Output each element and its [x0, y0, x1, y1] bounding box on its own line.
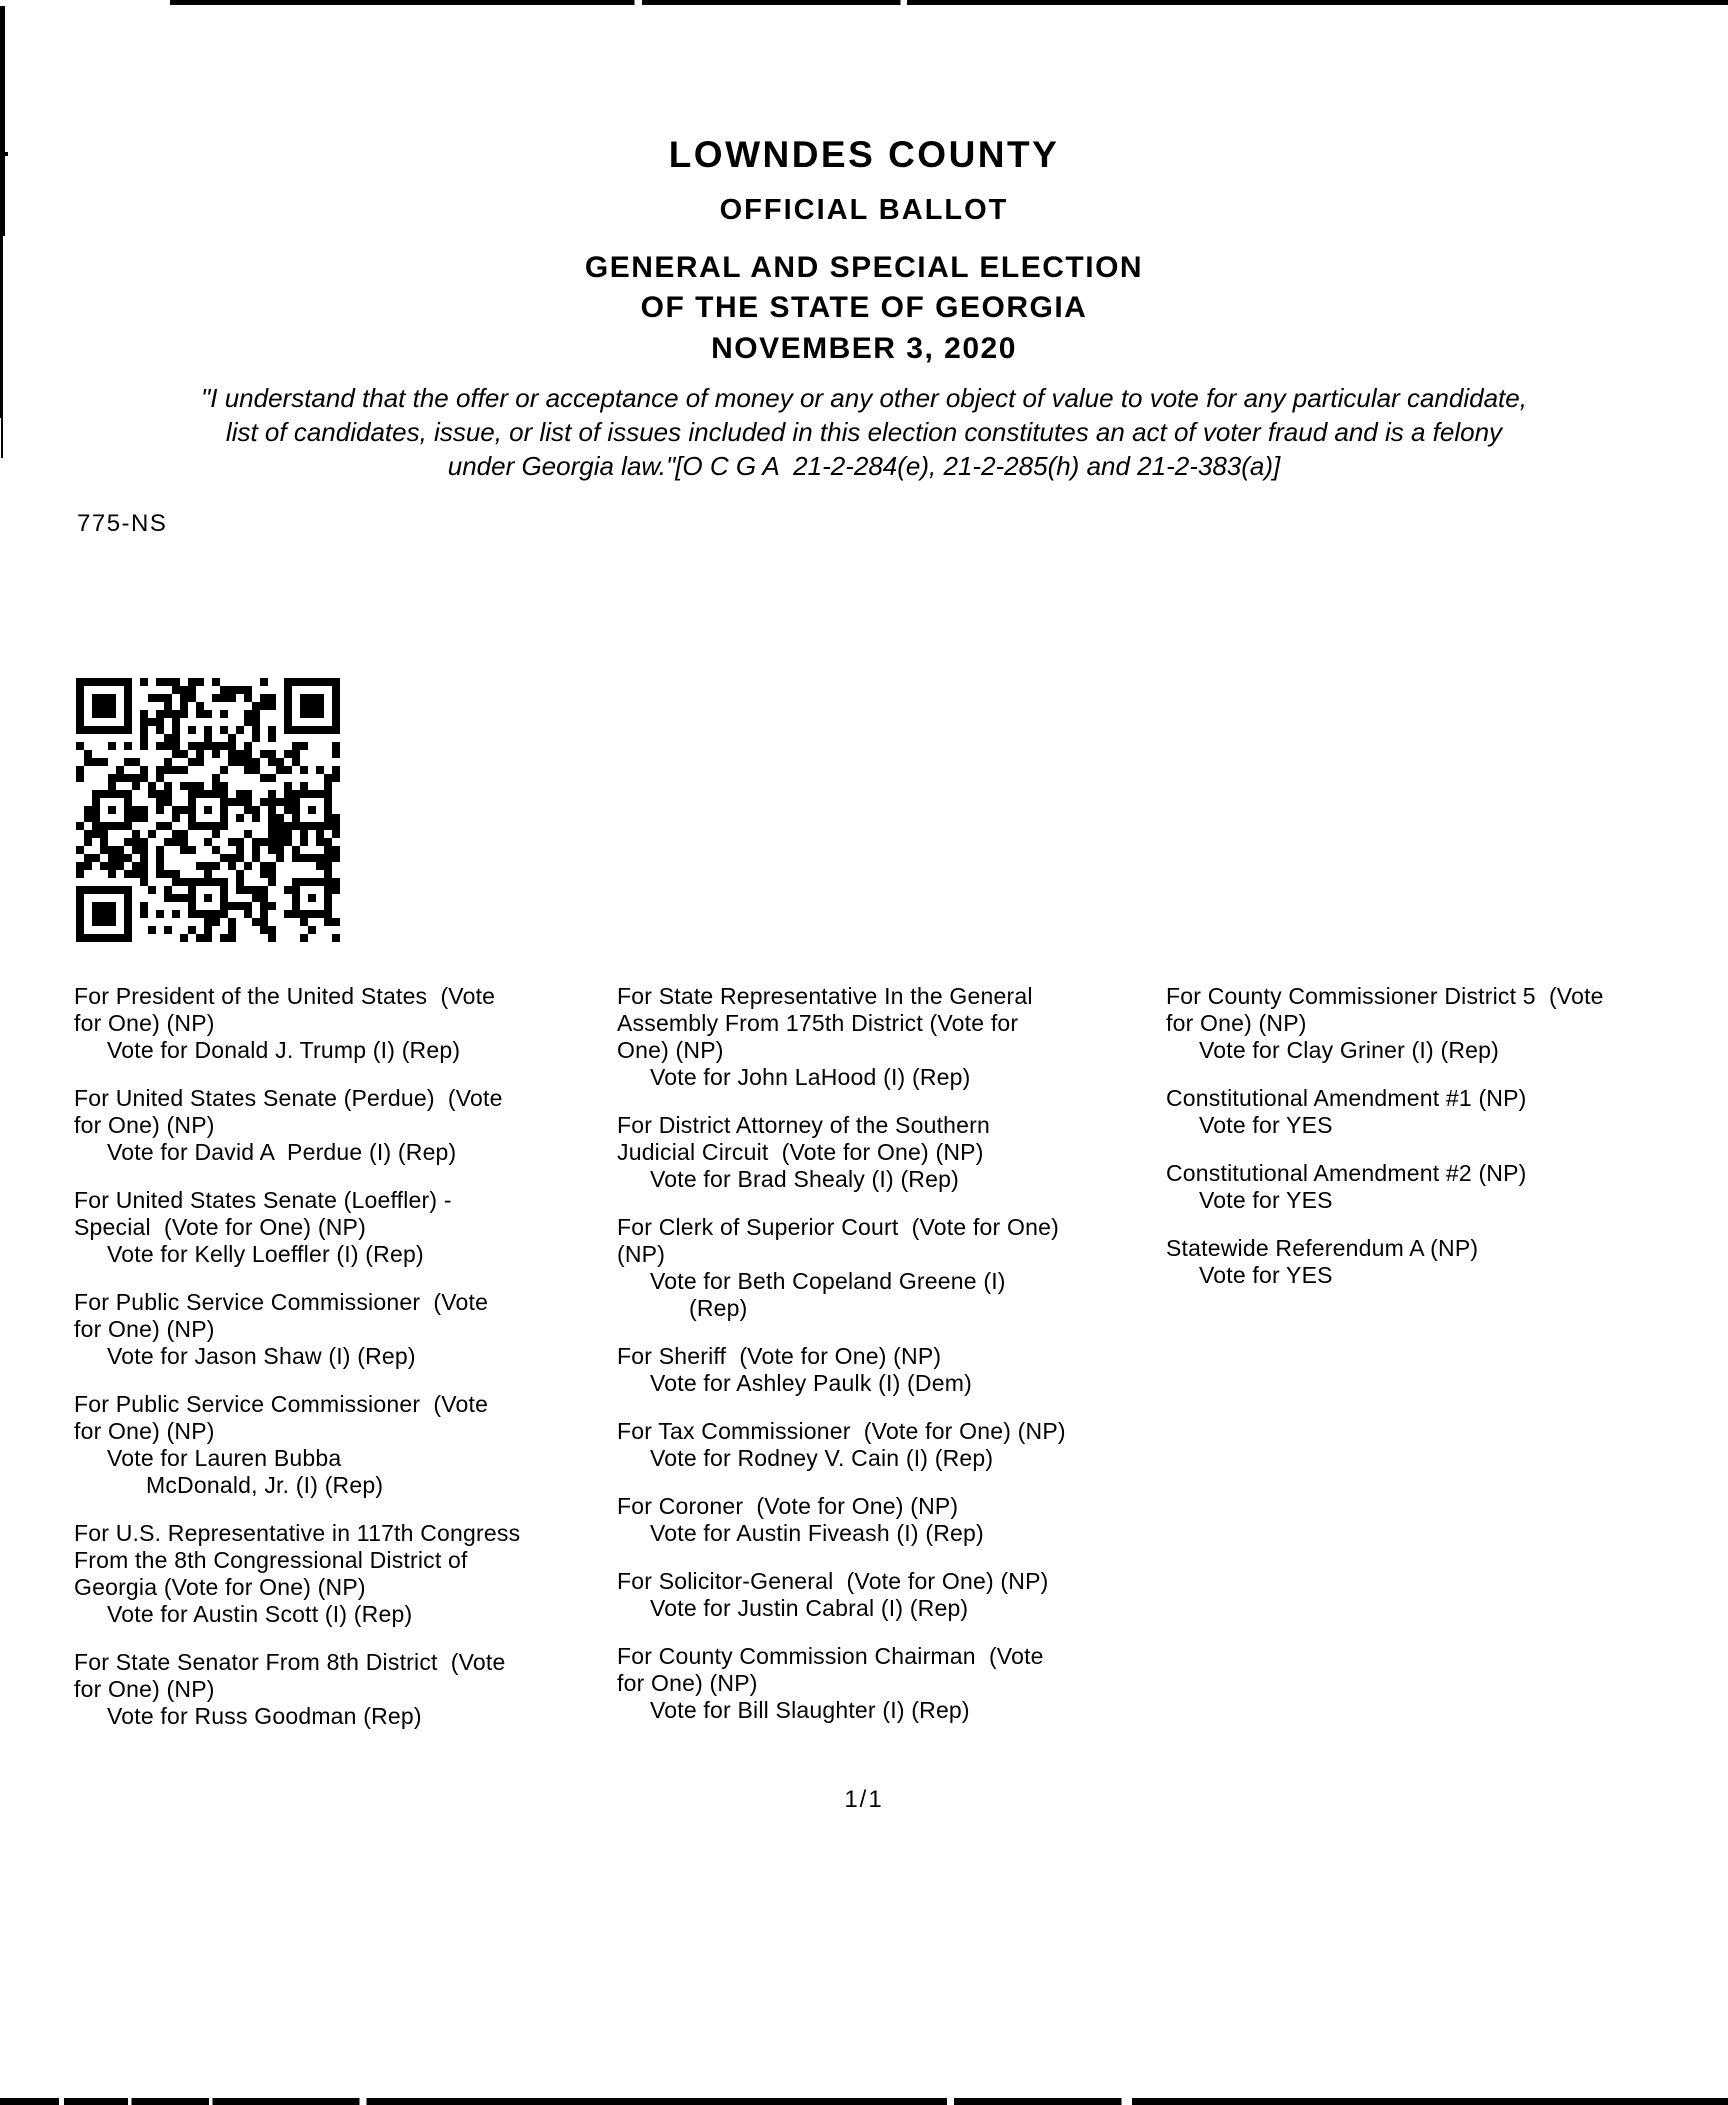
contest-vote-line: Vote for Bill Slaughter (I) (Rep) — [650, 1697, 970, 1723]
contest-title-line: For President of the United States (Vote — [74, 983, 496, 1009]
contest-title-line: Statewide Referendum A (NP) — [1166, 1235, 1479, 1261]
disclaimer-line: list of candidates, issue, or list of issues included in this election constitutes an act of voter fraud and is a felony — [225, 417, 1503, 447]
contest-title-line: for One) (NP) — [74, 1418, 215, 1444]
contest-vote-line: McDonald, Jr. (I) (Rep) — [146, 1472, 384, 1498]
contest-title-line: for One) (NP) — [74, 1112, 215, 1138]
contest — [617, 1568, 1165, 1622]
scan-artifact-bottom-bar — [0, 2098, 1728, 2105]
contest-title-line: Assembly From 175th District (Vote for — [617, 1010, 1019, 1036]
ballot-column-3 — [1166, 983, 1728, 1310]
contest-vote-line: Vote for YES — [1199, 1262, 1333, 1288]
ballot-column-2 — [617, 983, 1165, 1745]
contest-title-line: For Coroner (Vote for One) (NP) — [617, 1493, 959, 1519]
contest-vote-line: Vote for Austin Fiveash (I) (Rep) — [650, 1520, 984, 1546]
contest — [74, 1187, 622, 1268]
contest — [1166, 983, 1728, 1064]
contest-vote-line: Vote for Lauren Bubba — [107, 1445, 342, 1471]
contest-vote-line: Vote for Austin Scott (I) (Rep) — [107, 1601, 413, 1627]
contest-title-line: For Tax Commissioner (Vote for One) (NP) — [617, 1418, 1066, 1444]
contest-title-line: For Public Service Commissioner (Vote — [74, 1289, 489, 1315]
contest — [74, 1085, 622, 1166]
county-title: LOWNDES COUNTY — [668, 134, 1060, 175]
ballot-style-code: 775-NS — [77, 510, 168, 537]
contest — [74, 1649, 622, 1730]
contest-title-line: Constitutional Amendment #1 (NP) — [1166, 1085, 1527, 1111]
contest-title-line: For U.S. Representative in 117th Congress — [74, 1520, 521, 1546]
contest-title-line: For County Commissioner District 5 (Vote — [1166, 983, 1604, 1009]
contest — [74, 1391, 622, 1499]
contest-title-line: for One) (NP) — [74, 1010, 215, 1036]
contest-title-line: For Sheriff (Vote for One) (NP) — [617, 1343, 942, 1369]
contest-title-line: Georgia (Vote for One) (NP) — [74, 1574, 366, 1600]
contest — [617, 1112, 1165, 1193]
contest — [617, 1418, 1165, 1472]
contest-title-line: For State Senator From 8th District (Vote — [74, 1649, 506, 1675]
contest — [1166, 1160, 1728, 1214]
voter-fraud-disclaimer — [0, 381, 1728, 483]
contest-vote-line: Vote for Ashley Paulk (I) (Dem) — [650, 1370, 972, 1396]
contest-vote-line: Vote for Brad Shealy (I) (Rep) — [650, 1166, 959, 1192]
election-title-line1: GENERAL AND SPECIAL ELECTION — [584, 251, 1144, 284]
contest-title-line: For Solicitor-General (Vote for One) (NP) — [617, 1568, 1049, 1594]
official-ballot-title: OFFICIAL BALLOT — [719, 194, 1009, 226]
contest — [74, 1520, 622, 1628]
election-title-line2: OF THE STATE OF GEORGIA — [640, 291, 1088, 324]
contest — [617, 1343, 1165, 1397]
contest-title-line: One) (NP) — [617, 1037, 724, 1063]
scan-artifact-top-bar — [170, 0, 1728, 5]
contest — [1166, 1085, 1728, 1139]
contest — [1166, 1235, 1728, 1289]
contest-title-line: for One) (NP) — [617, 1670, 758, 1696]
contest-title-line: Special (Vote for One) (NP) — [74, 1214, 366, 1240]
contest-vote-line: Vote for Jason Shaw (I) (Rep) — [107, 1343, 416, 1369]
contest-title-line: For United States Senate (Loeffler) - — [74, 1187, 452, 1213]
contest-title-line: Constitutional Amendment #2 (NP) — [1166, 1160, 1527, 1186]
contest — [74, 1289, 622, 1370]
contest-title-line: Judicial Circuit (Vote for One) (NP) — [617, 1139, 984, 1165]
contest-title-line: For State Representative In the General — [617, 983, 1033, 1009]
contest-title-line: for One) (NP) — [74, 1316, 215, 1342]
contest-vote-line: Vote for Justin Cabral (I) (Rep) — [650, 1595, 969, 1621]
contest-vote-line: Vote for Rodney V. Cain (I) (Rep) — [650, 1445, 994, 1471]
contest — [617, 983, 1165, 1091]
ballot-column-1 — [74, 983, 622, 1751]
contest — [74, 983, 622, 1064]
contest-title-line: For District Attorney of the Southern — [617, 1112, 991, 1138]
contest-title-line: for One) (NP) — [1166, 1010, 1307, 1036]
contest-vote-line: Vote for John LaHood (I) (Rep) — [650, 1064, 971, 1090]
contest-vote-line: Vote for Kelly Loeffler (I) (Rep) — [107, 1241, 424, 1267]
contest — [617, 1214, 1165, 1322]
contest-title-line: (NP) — [617, 1241, 666, 1267]
contest-vote-line: (Rep) — [689, 1295, 748, 1321]
contest-title-line: for One) (NP) — [74, 1676, 215, 1702]
disclaimer-line: under Georgia law."[O C G A 21-2-284(e), 21-2-285(h) and 21-2-383(a)] — [447, 451, 1281, 481]
contest-vote-line: Vote for David A Perdue (I) (Rep) — [107, 1139, 457, 1165]
contest-title-line: For Clerk of Superior Court (Vote for One) — [617, 1214, 1059, 1240]
contest-vote-line: Vote for YES — [1199, 1187, 1333, 1213]
election-date: NOVEMBER 3, 2020 — [711, 332, 1017, 365]
contest-title-line: For United States Senate (Perdue) (Vote — [74, 1085, 503, 1111]
contest-vote-line: Vote for YES — [1199, 1112, 1333, 1138]
contest-vote-line: Vote for Clay Griner (I) (Rep) — [1199, 1037, 1499, 1063]
page-number: 1/1 — [844, 1786, 884, 1813]
contest-title-line: For Public Service Commissioner (Vote — [74, 1391, 489, 1417]
contest-title-line: From the 8th Congressional District of — [74, 1547, 468, 1573]
contest — [617, 1493, 1165, 1547]
contest-vote-line: Vote for Beth Copeland Greene (I) — [650, 1268, 1006, 1294]
contest — [617, 1643, 1165, 1724]
contest-vote-line: Vote for Russ Goodman (Rep) — [107, 1703, 422, 1729]
contest-vote-line: Vote for Donald J. Trump (I) (Rep) — [107, 1037, 461, 1063]
disclaimer-line: "I understand that the offer or acceptance of money or any other object of value to vote for any particular candidate, — [201, 383, 1527, 413]
qr-code — [76, 678, 340, 942]
contest-title-line: For County Commission Chairman (Vote — [617, 1643, 1044, 1669]
